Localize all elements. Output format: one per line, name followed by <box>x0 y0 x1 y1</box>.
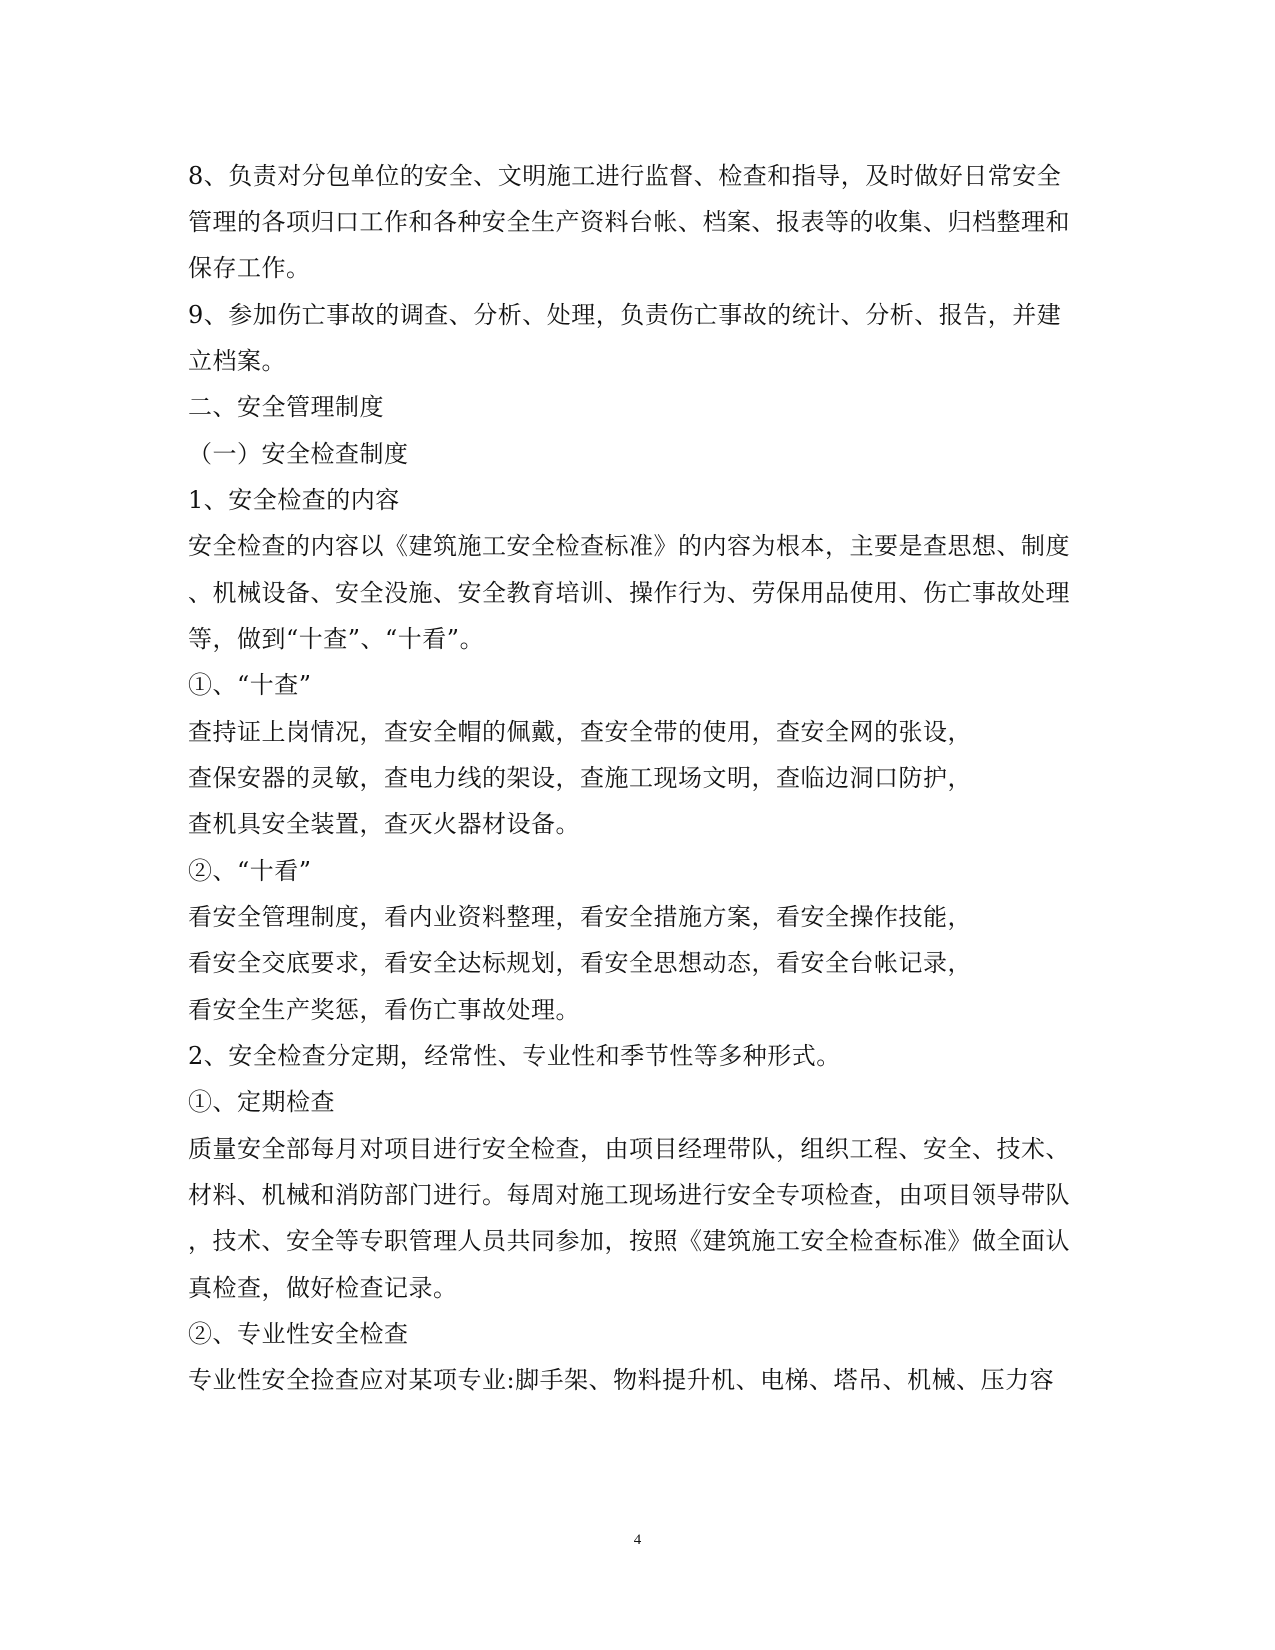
item-heading: 1、安全检查的内容 <box>188 486 400 514</box>
item-heading: ①、定期检查 <box>188 1088 335 1116</box>
item-heading: ②、“十看” <box>188 857 312 885</box>
text-line: 看安全生产奖惩，看伤亡事故处理。 <box>188 996 580 1024</box>
text-line: 9、参加伤亡事故的调查、分析、处理，负责伤亡事故的统计、分析、报告，并建 <box>188 301 1062 329</box>
text-line: 查保安器的灵敏，查电力线的架设，查施工现场文明，查临边洞口防护， <box>188 764 972 792</box>
text-line: 专业性安全捡查应对某项专业:脚手架、物料提升机、电梯、塔吊、机械、压力容 <box>188 1366 1055 1394</box>
text-line: 保存工作。 <box>188 254 311 282</box>
text-line: 立档案。 <box>188 347 286 375</box>
text-line: 查持证上岗情况，查安全帽的佩戴，查安全带的使用，查安全网的张设， <box>188 718 972 746</box>
item-heading: ①、“十查” <box>188 671 312 699</box>
text-line: 安全检查的内容以《建筑施工安全检查标准》的内容为根本，主要是查思想、制度 <box>188 532 1070 560</box>
page-number: 4 <box>633 1532 642 1548</box>
text-line: 8、负责对分包单位的安全、文明施工进行监督、检查和指导，及时做好日常安全 <box>188 162 1062 190</box>
item-heading: 2、安全检查分定期，经常性、专业性和季节性等多种形式。 <box>188 1042 841 1070</box>
text-line: 等，做到“十查”、“十看”。 <box>188 625 485 653</box>
section-heading: 二、安全管理制度 <box>188 393 384 421</box>
text-line: 看安全管理制度，看内业资料整理，看安全措施方案，看安全操作技能， <box>188 903 972 931</box>
text-line: 管理的各项归口工作和各种安全生产资料台帐、档案、报表等的收集、归档整理和 <box>188 208 1070 236</box>
text-line: ，技术、安全等专职管理人员共同参加，按照《建筑施工安全检查标准》做全面认 <box>188 1227 1070 1255</box>
item-heading: ②、专业性安全检查 <box>188 1320 409 1348</box>
text-line: 、机械设备、安全没施、安全教育培训、操作行为、劳保用品使用、伤亡事故处理 <box>188 579 1070 607</box>
text-line: 看安全交底要求，看安全达标规划，看安全思想动态，看安全台帐记录， <box>188 949 972 977</box>
text-line: 真检查，做好检查记录。 <box>188 1274 458 1302</box>
text-line: 查机具安全装置，查灭火器材设备。 <box>188 810 580 838</box>
subsection-heading: （一）安全检查制度 <box>188 440 409 468</box>
text-line: 材料、机械和消防部门进行。每周对施工现场进行安全专项检查，由项目领导带队 <box>188 1181 1070 1209</box>
text-line: 质量安全部每月对项目进行安全检查，由项目经理带队，组织工程、安全、技术、 <box>188 1135 1070 1163</box>
